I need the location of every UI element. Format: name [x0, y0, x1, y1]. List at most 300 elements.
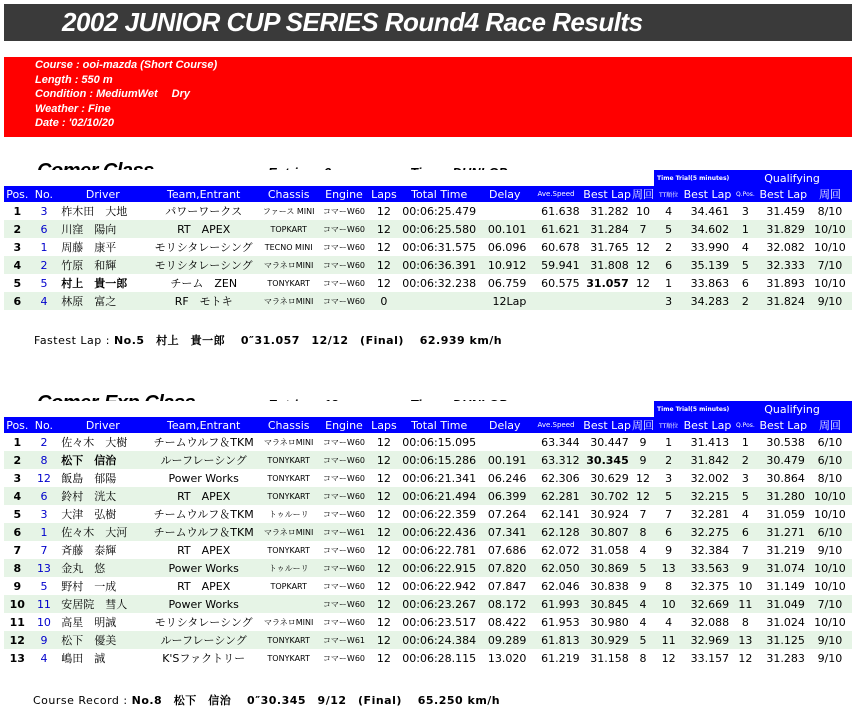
cell-qpos: 6	[732, 523, 759, 541]
cell-ttbest: 31.413	[690, 435, 730, 449]
cell-lap: 8	[632, 523, 655, 541]
cell-delay: 07.820	[480, 559, 529, 577]
cell-laps: 12	[370, 451, 399, 469]
cell-tt: 13	[654, 559, 683, 577]
cell-driver: 林原 富之	[57, 292, 148, 310]
cell-tt: 7	[665, 507, 673, 521]
cell-best: 31.765	[590, 240, 629, 254]
cell-qbest: 31.059	[766, 507, 805, 521]
header-laps: Laps	[371, 418, 397, 432]
result-row	[4, 274, 852, 292]
cell-engine: コマーW60	[322, 617, 366, 627]
footer-value: No.8 松下 信治 0″30.345 9/12 (Final) 65.250 km/h	[131, 694, 501, 707]
header-no: No.	[31, 417, 58, 433]
cell-lap: 4	[639, 543, 647, 557]
results-table	[4, 170, 852, 310]
cell-team: チームウルフ＆TKM	[148, 523, 259, 541]
cell-team: Power Works	[168, 471, 239, 485]
cell-lap: 8	[639, 651, 647, 665]
cell-pos: 8	[4, 559, 31, 577]
cell-lap: 12	[635, 240, 650, 254]
cell-team: RT APEX	[148, 487, 259, 505]
cell-chassis: TONYKART	[267, 473, 310, 483]
cell-qpos: 5	[732, 487, 759, 505]
cell-lap: 5	[632, 631, 655, 649]
cell-qbest: 30.479	[759, 451, 808, 469]
cell-pos: 4	[4, 487, 31, 505]
cell-chassis: トゥルーリ	[268, 509, 309, 519]
footer-value: No.5 村上 貴一郎 0″31.057 12/12 (Final) 62.939 km/h	[113, 334, 503, 347]
cell-delay: 09.289	[480, 631, 529, 649]
cell-driver: 佐々木 大樹	[61, 436, 128, 449]
footer-label: Course Record :	[33, 694, 132, 707]
cell-best: 31.284	[583, 220, 632, 238]
cell-best: 30.447	[590, 435, 629, 449]
cell-team: チームウルフ＆TKM	[153, 508, 254, 521]
cell-qlap: 10/10	[814, 240, 846, 254]
cell-qlap: 6/10	[808, 523, 852, 541]
cell-qbest: 31.024	[766, 615, 805, 629]
cell-lap: 4	[632, 595, 655, 613]
cell-no: 1	[40, 240, 48, 254]
cell-lap: 4	[639, 615, 647, 629]
cell-engine: コマーW60	[318, 256, 369, 274]
cell-best: 31.057	[586, 276, 629, 290]
cell-lap: 10	[635, 204, 650, 218]
cell-lap: 12	[632, 487, 655, 505]
cell-pos: 4	[4, 256, 31, 274]
cell-qlap: 6/10	[817, 435, 843, 449]
cell-driver: 野村 一成	[61, 580, 117, 593]
cell-chassis: TONYKART	[259, 487, 318, 505]
cell-total: 00:06:15.095	[402, 435, 477, 449]
cell-no: 5	[40, 579, 48, 593]
cell-qpos: 3	[741, 204, 749, 218]
cell-lap: 12	[635, 471, 650, 485]
cell-laps: 12	[370, 559, 399, 577]
cell-total: 00:06:15.286	[398, 451, 480, 469]
cell-laps: 12	[376, 651, 391, 665]
header-total: Total Time	[398, 417, 480, 433]
cell-qpos: 2	[732, 451, 759, 469]
cell-engine: コマーW61	[318, 631, 369, 649]
comer-exp-class-section	[4, 392, 852, 712]
cell-ttbest: 34.602	[683, 220, 732, 238]
result-row	[4, 541, 852, 559]
group-header-spacer	[4, 170, 654, 186]
cell-qlap: 9/10	[817, 651, 843, 665]
cell-speed: 61.993	[529, 595, 582, 613]
cell-driver: 松下 優美	[57, 631, 148, 649]
cell-speed: 62.050	[529, 559, 582, 577]
cell-best: 30.838	[590, 579, 629, 593]
cell-no: 3	[40, 204, 48, 218]
cell-engine: コマーW60	[318, 559, 369, 577]
cell-ttbest: 34.461	[690, 204, 730, 218]
cell-total: 00:06:23.267	[398, 595, 480, 613]
cell-no: 10	[36, 615, 51, 629]
cell-total: 00:06:28.115	[402, 651, 477, 665]
cell-ttbest: 32.375	[690, 579, 730, 593]
cell-pos: 6	[4, 292, 31, 310]
cell-speed: 61.813	[529, 631, 582, 649]
cell-ttbest: 32.669	[683, 595, 732, 613]
cell-engine: コマーW60	[318, 292, 369, 310]
cell-delay: 06.246	[487, 471, 527, 485]
cell-speed: 61.621	[529, 220, 582, 238]
header-team: Team,Entrant	[148, 186, 259, 202]
cell-team: RF モトキ	[148, 292, 259, 310]
cell-pos: 3	[13, 471, 22, 485]
cell-qpos: 3	[741, 471, 749, 485]
cell-delay: 07.686	[487, 543, 527, 557]
result-row	[4, 523, 852, 541]
cell-laps: 12	[370, 487, 399, 505]
result-row	[4, 505, 852, 523]
cell-team: RT APEX	[148, 220, 259, 238]
results-table	[4, 401, 852, 667]
cell-total: 00:06:22.915	[398, 559, 480, 577]
cell-laps: 12	[370, 220, 399, 238]
cell-tt: 5	[654, 220, 683, 238]
cell-speed: 62.306	[541, 471, 580, 485]
cell-no: 7	[40, 543, 48, 557]
result-row	[4, 577, 852, 595]
header-tt-pos: TT順位	[654, 417, 683, 433]
comer-class-section	[4, 160, 852, 350]
cell-driver: 村上 貴一郎	[61, 277, 128, 290]
column-header-row	[4, 417, 852, 433]
cell-qpos: 10	[738, 579, 753, 593]
cell-delay: 06.759	[487, 276, 527, 290]
cell-laps: 12	[376, 435, 391, 449]
cell-total: 00:06:36.391	[398, 256, 480, 274]
cell-tt: 9	[665, 543, 673, 557]
cell-tt: 6	[654, 256, 683, 274]
header-pos: Pos.	[4, 417, 31, 433]
cell-speed: 63.312	[529, 451, 582, 469]
cell-best: 30.929	[583, 631, 632, 649]
cell-engine: コマーW60	[322, 278, 366, 288]
cell-team: モリシタレーシング	[154, 241, 253, 254]
cell-tt: 6	[654, 523, 683, 541]
cell-delay: 12Lap	[480, 292, 529, 310]
cell-delay: 07.341	[480, 523, 529, 541]
cell-team: Power Works	[148, 595, 259, 613]
cell-lap: 5	[632, 559, 655, 577]
cell-qbest: 31.459	[766, 204, 805, 218]
cell-team: モリシタレーシング	[154, 616, 253, 629]
cell-tt: 10	[654, 595, 683, 613]
cell-qbest: 30.864	[766, 471, 805, 485]
cell-pos: 7	[13, 543, 22, 557]
cell-total: 00:06:31.575	[402, 240, 477, 254]
cell-qpos: 12	[738, 651, 753, 665]
cell-ttbest: 33.990	[690, 240, 730, 254]
cell-qbest: 31.829	[759, 220, 808, 238]
result-row	[4, 613, 852, 631]
group-header-row	[4, 401, 852, 417]
cell-pos: 3	[13, 240, 22, 254]
cell-total: 00:06:24.384	[398, 631, 480, 649]
cell-speed: 60.575	[541, 276, 580, 290]
cell-chassis: TONYKART	[267, 278, 310, 288]
info-date: Date : '02/10/20	[35, 117, 115, 130]
cell-qpos: 2	[732, 292, 759, 310]
cell-speed	[529, 292, 582, 310]
header-pos: Pos.	[4, 186, 31, 202]
cell-qbest: 31.074	[759, 559, 808, 577]
cell-laps: 12	[376, 615, 391, 629]
cell-engine: コマーW60	[322, 581, 366, 591]
cell-team: モリシタレーシング	[148, 256, 259, 274]
cell-laps: 12	[376, 507, 391, 521]
cell-team: チーム ZEN	[170, 277, 238, 290]
cell-lap: 7	[639, 507, 647, 521]
cell-team: Power Works	[148, 559, 259, 577]
header-chassis: Chassis	[259, 417, 318, 433]
cell-no: 2	[40, 435, 48, 449]
cell-team: チームウルフ＆TKM	[153, 436, 254, 449]
cell-no: 4	[40, 651, 48, 665]
cell-ttbest: 32.969	[683, 631, 732, 649]
cell-qlap: 9/10	[808, 292, 852, 310]
cell-laps: 12	[376, 204, 391, 218]
cell-qpos: 11	[732, 595, 759, 613]
result-row	[4, 256, 852, 274]
header-lapno: 周回	[631, 419, 654, 432]
cell-total: 00:06:25.580	[398, 220, 480, 238]
cell-chassis: TOPKART	[270, 581, 307, 591]
result-row	[4, 202, 852, 220]
header-avespeed: Ave.Speed	[529, 186, 582, 202]
cell-best: 30.629	[590, 471, 629, 485]
cell-speed: 62.046	[541, 579, 580, 593]
cell-no: 3	[40, 507, 48, 521]
cell-chassis: ファース MINI	[262, 206, 315, 216]
cell-chassis: マラネロMINI	[263, 437, 314, 447]
cell-ttbest: 32.002	[690, 471, 730, 485]
cell-delay: 06.096	[487, 240, 527, 254]
cell-qbest: 30.538	[766, 435, 805, 449]
cell-best: 30.980	[590, 615, 629, 629]
cell-qlap: 7/10	[808, 256, 852, 274]
cell-ttbest: 32.275	[683, 523, 732, 541]
cell-best: 31.808	[583, 256, 632, 274]
cell-delay: 07.264	[487, 507, 527, 521]
cell-qbest: 32.333	[759, 256, 808, 274]
result-row	[4, 451, 852, 469]
cell-pos: 6	[4, 523, 31, 541]
info-course: Course : ooi-mazda (Short Course)	[35, 59, 218, 71]
result-row	[4, 559, 852, 577]
cell-total: 00:06:22.942	[402, 579, 477, 593]
cell-tt: 2	[654, 451, 683, 469]
cell-qlap: 9/10	[808, 631, 852, 649]
cell-driver: 嶋田 誠	[61, 652, 106, 665]
race-info-box	[4, 57, 852, 137]
header-driver: Driver	[57, 186, 148, 202]
cell-driver: 佐々木 大河	[57, 523, 148, 541]
cell-engine: コマーW60	[322, 242, 366, 252]
cell-qbest: 32.082	[766, 240, 805, 254]
cell-chassis: TONYKART	[259, 631, 318, 649]
result-row	[4, 433, 852, 451]
group-header-spacer	[4, 401, 654, 417]
cell-team: パワーワークス	[165, 205, 243, 218]
cell-pos: 2	[4, 220, 31, 238]
header-q-best: Best Lap	[759, 418, 808, 432]
cell-delay: 13.020	[487, 651, 527, 665]
cell-chassis: マラネロMINI	[263, 617, 314, 627]
cell-speed: 62.128	[529, 523, 582, 541]
column-header-row	[4, 186, 852, 202]
cell-qlap: 10/10	[814, 507, 846, 521]
cell-ttbest: 32.088	[690, 615, 730, 629]
cell-qpos: 4	[741, 240, 749, 254]
cell-driver: 高星 明誠	[61, 616, 117, 629]
cell-no: 5	[40, 276, 48, 290]
cell-ttbest: 31.842	[683, 451, 732, 469]
cell-laps: 12	[376, 240, 391, 254]
cell-qpos: 9	[732, 559, 759, 577]
cell-pos: 13	[9, 651, 25, 665]
cell-qbest: 31.219	[766, 543, 805, 557]
cell-delay: 10.912	[480, 256, 529, 274]
cell-no: 13	[31, 559, 58, 577]
result-row	[4, 487, 852, 505]
header-engine: Engine	[318, 417, 369, 433]
qualifying-group-header: Qualifying	[732, 401, 852, 417]
cell-speed: 61.219	[541, 651, 580, 665]
cell-no: 4	[31, 292, 58, 310]
cell-no: 12	[36, 471, 51, 485]
header-driver: Driver	[57, 417, 148, 433]
cell-total: 00:06:23.517	[402, 615, 477, 629]
result-row	[4, 595, 852, 613]
cell-tt: 4	[665, 204, 673, 218]
cell-best: 31.058	[590, 543, 629, 557]
cell-driver: 竹原 和輝	[57, 256, 148, 274]
cell-tt: 2	[665, 240, 673, 254]
cell-speed: 59.941	[529, 256, 582, 274]
header-q-lap: 周回	[808, 417, 852, 433]
cell-laps: 12	[376, 471, 391, 485]
cell-driver: 周藤 康平	[61, 241, 117, 254]
cell-ttbest: 32.281	[690, 507, 730, 521]
cell-chassis: TONYKART	[259, 451, 318, 469]
cell-speed: 61.638	[541, 204, 580, 218]
header-tt-best: Best Lap	[683, 187, 732, 201]
header-delay: Delay	[480, 417, 529, 433]
cell-chassis	[259, 595, 318, 613]
cell-qlap: 6/10	[808, 451, 852, 469]
cell-pos: 5	[13, 507, 22, 521]
cell-ttbest: 33.157	[690, 651, 730, 665]
cell-laps: 12	[376, 543, 391, 557]
cell-pos: 9	[13, 579, 22, 593]
title-bar	[4, 4, 852, 41]
cell-lap: 9	[639, 435, 647, 449]
time-trial-group-header: Time Trial(5 minutes)	[654, 170, 732, 186]
cell-lap	[632, 292, 655, 310]
cell-driver: 安居院 彗人	[57, 595, 148, 613]
cell-driver: 柞木田 大地	[61, 205, 128, 218]
cell-best: 31.158	[590, 651, 629, 665]
cell-qbest: 31.893	[766, 276, 805, 290]
cell-driver: 松下 信治	[57, 451, 148, 469]
cell-lap: 7	[632, 220, 655, 238]
info-weather: Weather : Fine	[35, 102, 111, 115]
cell-engine: コマーW60	[318, 451, 369, 469]
page-title: 2002 JUNIOR CUP SERIES Round4 Race Results	[62, 7, 643, 37]
cell-tt: 12	[661, 651, 676, 665]
cell-driver: 川窪 陽向	[57, 220, 148, 238]
group-header-row	[4, 170, 852, 186]
cell-driver: 鈴村 洸太	[57, 487, 148, 505]
header-q-lap: 周回	[808, 186, 852, 202]
cell-driver: 斉藤 泰輝	[61, 544, 117, 557]
result-row	[4, 631, 852, 649]
cell-qpos: 8	[741, 615, 749, 629]
cell-qlap: 10/10	[808, 559, 852, 577]
course-record-line	[33, 692, 500, 708]
time-trial-group-header: Time Trial(5 minutes)	[654, 401, 732, 417]
cell-total: 00:06:25.479	[402, 204, 477, 218]
cell-qlap: 8/10	[817, 204, 843, 218]
cell-team: RT APEX	[177, 580, 231, 593]
cell-chassis: TONYKART	[267, 653, 310, 663]
cell-total: 00:06:22.436	[398, 523, 480, 541]
cell-no: 1	[31, 523, 58, 541]
cell-team: ルーフレーシング	[148, 451, 259, 469]
cell-qpos: 1	[732, 220, 759, 238]
result-row	[4, 469, 852, 487]
cell-tt: 11	[654, 631, 683, 649]
cell-chassis: マラネロMINI	[259, 523, 318, 541]
cell-qbest: 31.271	[759, 523, 808, 541]
cell-chassis: マラネロMINI	[259, 256, 318, 274]
cell-total: 00:06:32.238	[402, 276, 477, 290]
cell-qbest: 31.149	[766, 579, 805, 593]
cell-chassis: マラネロMINI	[259, 292, 318, 310]
cell-delay: 08.422	[487, 615, 527, 629]
cell-delay: 08.172	[480, 595, 529, 613]
header-team: Team,Entrant	[148, 417, 259, 433]
cell-best	[583, 292, 632, 310]
cell-no: 2	[31, 256, 58, 274]
cell-engine: コマーW61	[318, 523, 369, 541]
cell-best: 30.345	[583, 451, 632, 469]
cell-delay: 00.191	[480, 451, 529, 469]
cell-engine: コマーW60	[318, 220, 369, 238]
header-q-best: Best Lap	[759, 187, 808, 201]
cell-no: 11	[31, 595, 58, 613]
cell-qlap: 8/10	[817, 471, 843, 485]
cell-driver: 大津 弘樹	[61, 508, 117, 521]
cell-ttbest: 32.384	[690, 543, 730, 557]
cell-qlap: 7/10	[808, 595, 852, 613]
cell-engine: コマーW60	[322, 473, 366, 483]
cell-pos: 2	[4, 451, 31, 469]
cell-pos: 12	[4, 631, 31, 649]
result-row	[4, 649, 852, 667]
header-q-pos: Q.Pos.	[732, 417, 759, 433]
cell-qbest: 31.283	[766, 651, 805, 665]
cell-engine: コマーW60	[322, 437, 366, 447]
cell-tt: 4	[665, 615, 673, 629]
cell-qbest: 31.824	[759, 292, 808, 310]
